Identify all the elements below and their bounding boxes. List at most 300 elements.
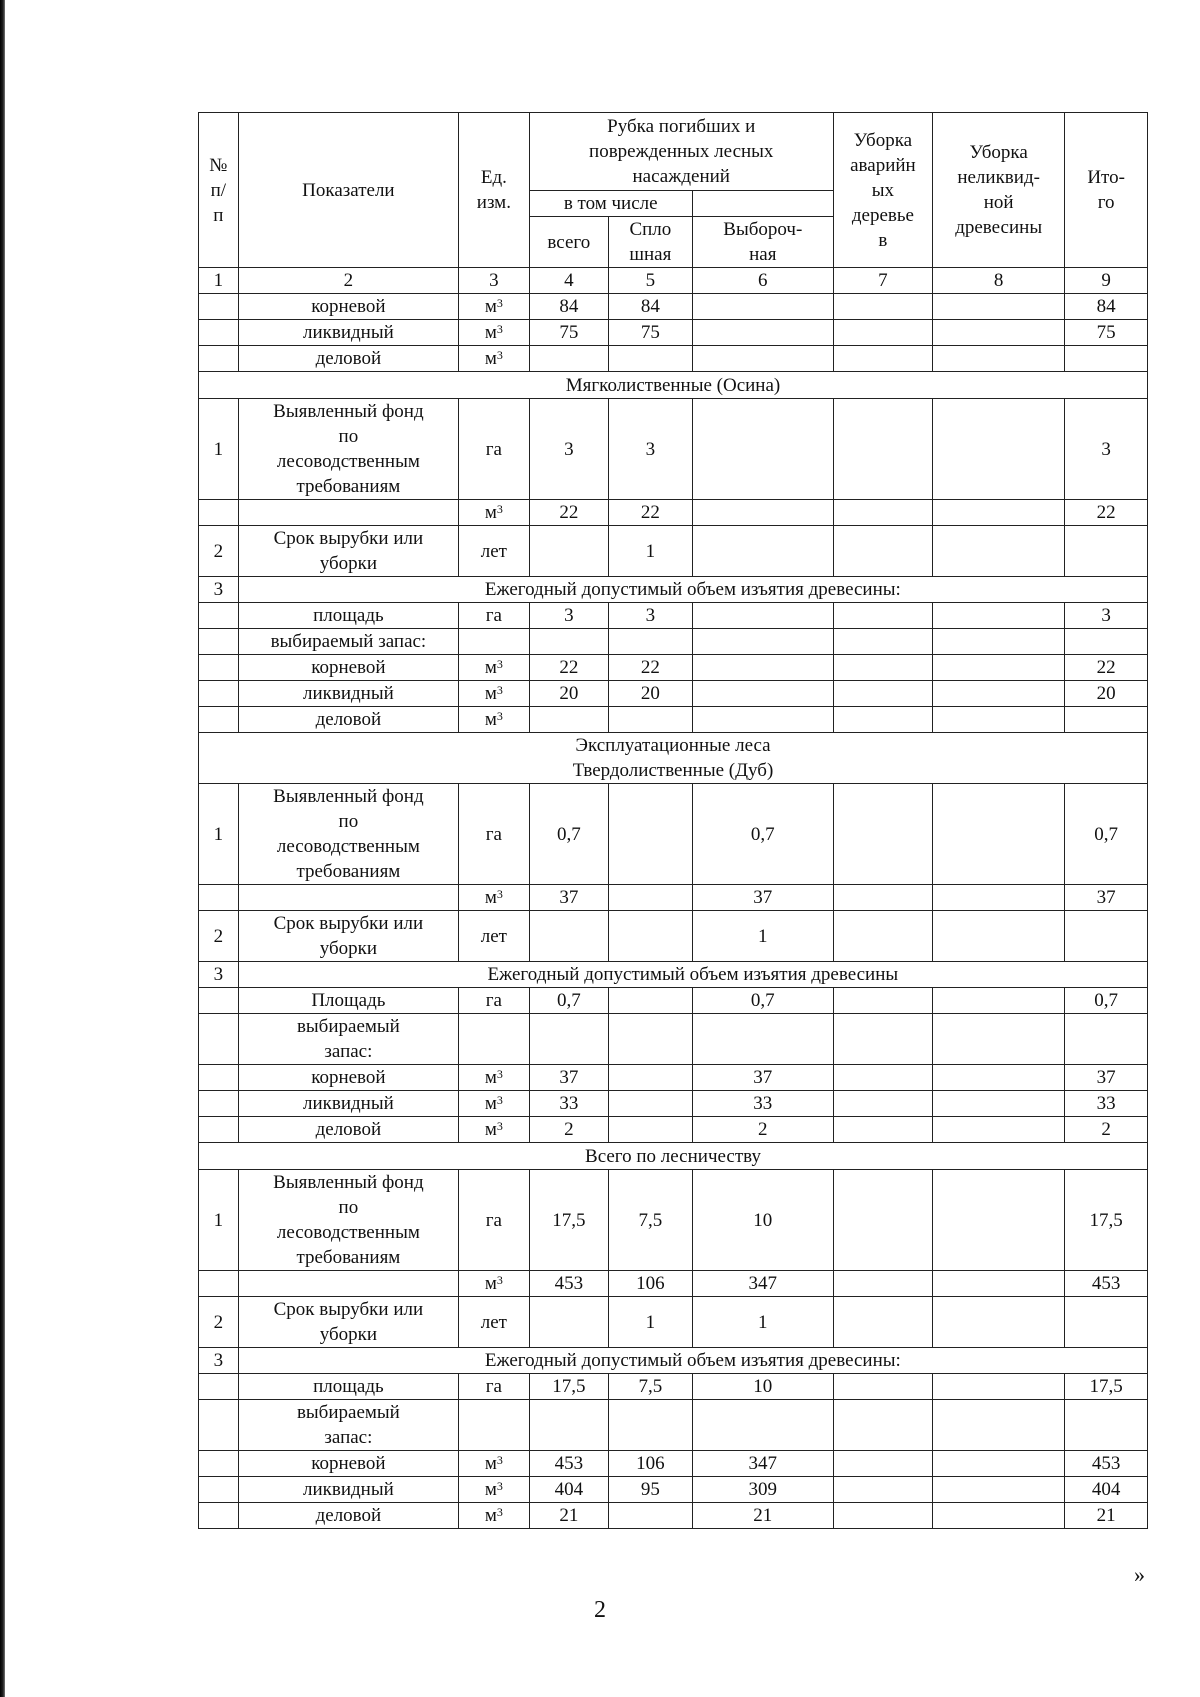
scan-left-edge [0, 0, 5, 1697]
illiquid-cell [933, 1170, 1065, 1271]
selective-cut-cell [692, 346, 833, 372]
unit-cell: га [459, 399, 530, 500]
total-all-cell: 84 [529, 294, 608, 320]
clear-cut-cell [608, 988, 692, 1014]
total-all-cell: 3 [529, 603, 608, 629]
unit-cell: лет [459, 911, 530, 962]
clear-cut-cell [608, 1117, 692, 1143]
illiquid-cell [933, 399, 1065, 500]
indicator-cell: Срок вырубки или уборки [238, 911, 458, 962]
table-row [199, 784, 1148, 885]
unit-cell: га [459, 784, 530, 885]
total-all-cell: 0,7 [529, 988, 608, 1014]
indicator-cell: ликвидный [238, 681, 458, 707]
row-number [199, 346, 239, 372]
total-all-cell [529, 1297, 608, 1348]
column-number: 2 [238, 268, 458, 294]
illiquid-cell [933, 988, 1065, 1014]
emergency-cell [833, 707, 932, 733]
document-page [198, 112, 1148, 1529]
emergency-cell [833, 1477, 932, 1503]
indicator-cell: Площадь [238, 988, 458, 1014]
indicator-cell: корневой [238, 1065, 458, 1091]
total-all-cell: 75 [529, 320, 608, 346]
indicator-cell: Выявленный фонд по лесоводственным требованиям [238, 399, 458, 500]
grand-total-cell [1065, 911, 1148, 962]
selective-cut-cell: 21 [692, 1503, 833, 1529]
clear-cut-cell [608, 885, 692, 911]
illiquid-cell [933, 320, 1065, 346]
grand-total-cell: 75 [1065, 320, 1148, 346]
unit-cell: лет [459, 526, 530, 577]
selective-cut-cell: 347 [692, 1271, 833, 1297]
table-row [199, 1014, 1148, 1065]
grand-total-cell: 0,7 [1065, 784, 1148, 885]
table-row [199, 988, 1148, 1014]
total-all-cell: 37 [529, 885, 608, 911]
illiquid-cell [933, 1065, 1065, 1091]
unit-cell: $м^3$ [459, 320, 530, 346]
emergency-cell [833, 1297, 932, 1348]
clear-cut-cell: 1 [608, 526, 692, 577]
emergency-cell [833, 399, 932, 500]
unit-cell: $м^3$ [459, 1271, 530, 1297]
selective-cut-cell: 10 [692, 1374, 833, 1400]
column-number: 7 [833, 268, 932, 294]
indicator-cell: деловой [238, 1117, 458, 1143]
indicator-cell: деловой [238, 707, 458, 733]
row-number [199, 320, 239, 346]
illiquid-cell [933, 1477, 1065, 1503]
total-all-cell: 3 [529, 399, 608, 500]
emergency-cell [833, 346, 932, 372]
table-row [199, 629, 1148, 655]
emergency-cell [833, 526, 932, 577]
unit-cell: га [459, 1170, 530, 1271]
row-number [199, 1271, 239, 1297]
emergency-cell [833, 320, 932, 346]
illiquid-cell [933, 655, 1065, 681]
row-number: 1 [199, 784, 239, 885]
total-all-cell: 33 [529, 1091, 608, 1117]
indicator-cell: корневой [238, 294, 458, 320]
unit-cell: $м^3$ [459, 346, 530, 372]
grand-total-cell: 20 [1065, 681, 1148, 707]
selective-cut-cell: 37 [692, 1065, 833, 1091]
unit-cell: $м^3$ [459, 1091, 530, 1117]
grand-total-cell: 22 [1065, 655, 1148, 681]
selective-cut-cell [692, 500, 833, 526]
header-felling: Рубка погибших и поврежденных лесных насаждений [529, 113, 833, 191]
row-number [199, 1014, 239, 1065]
header-selective: Выбороч- ная [692, 217, 833, 268]
selective-cut-cell [692, 1400, 833, 1451]
illiquid-cell [933, 346, 1065, 372]
grand-total-cell: 3 [1065, 603, 1148, 629]
header-all: всего [529, 217, 608, 268]
total-all-cell: 453 [529, 1271, 608, 1297]
unit-cell: лет [459, 1297, 530, 1348]
illiquid-cell [933, 1271, 1065, 1297]
selective-cut-cell [692, 707, 833, 733]
indicator-cell: корневой [238, 655, 458, 681]
table-row [199, 1451, 1148, 1477]
unit-cell: $м^3$ [459, 707, 530, 733]
indicator-cell: деловой [238, 1503, 458, 1529]
clear-cut-cell: 22 [608, 500, 692, 526]
illiquid-cell [933, 629, 1065, 655]
emergency-cell [833, 629, 932, 655]
table-row [199, 885, 1148, 911]
header-unit: Ед. изм. [459, 113, 530, 268]
illiquid-cell [933, 1297, 1065, 1348]
page-number: 2 [594, 1597, 606, 1623]
unit-cell [459, 1014, 530, 1065]
indicator-cell: Выявленный фонд по лесоводственным требованиям [238, 784, 458, 885]
illiquid-cell [933, 294, 1065, 320]
grand-total-cell: 37 [1065, 1065, 1148, 1091]
grand-total-cell: 453 [1065, 1451, 1148, 1477]
table-row [199, 1091, 1148, 1117]
section-heading-row [199, 372, 1148, 399]
illiquid-cell [933, 1014, 1065, 1065]
table-row [199, 399, 1148, 500]
header-illiquid: Уборка неликвид- ной древесины [933, 113, 1065, 268]
table-row [199, 655, 1148, 681]
indicator-cell: ликвидный [238, 1477, 458, 1503]
total-all-cell [529, 1400, 608, 1451]
clear-cut-cell: 106 [608, 1271, 692, 1297]
table-row [199, 1170, 1148, 1271]
subsection-row [199, 1348, 1148, 1374]
emergency-cell [833, 1374, 932, 1400]
total-all-cell: 2 [529, 1117, 608, 1143]
unit-cell [459, 1400, 530, 1451]
grand-total-cell: 37 [1065, 885, 1148, 911]
section-heading: Мягколиственные (Осина) [199, 372, 1148, 399]
table-row [199, 681, 1148, 707]
clear-cut-cell [608, 1091, 692, 1117]
indicator-cell: выбираемый запас: [238, 1400, 458, 1451]
unit-cell: $м^3$ [459, 885, 530, 911]
total-all-cell [529, 911, 608, 962]
row-number [199, 1117, 239, 1143]
unit-cell: га [459, 988, 530, 1014]
row-number [199, 1400, 239, 1451]
selective-cut-cell [692, 526, 833, 577]
emergency-cell [833, 294, 932, 320]
total-all-cell [529, 1014, 608, 1065]
indicator-cell: выбираемый запас: [238, 629, 458, 655]
clear-cut-cell [608, 707, 692, 733]
total-all-cell [529, 346, 608, 372]
indicator-cell [238, 885, 458, 911]
trailing-mark: » [1134, 1562, 1145, 1587]
row-number: 2 [199, 1297, 239, 1348]
total-all-cell: 21 [529, 1503, 608, 1529]
selective-cut-cell: 10 [692, 1170, 833, 1271]
row-number [199, 294, 239, 320]
clear-cut-cell [608, 1400, 692, 1451]
clear-cut-cell [608, 1065, 692, 1091]
grand-total-cell: 21 [1065, 1503, 1148, 1529]
emergency-cell [833, 603, 932, 629]
grand-total-cell [1065, 526, 1148, 577]
total-all-cell: 17,5 [529, 1170, 608, 1271]
subsection-row [199, 577, 1148, 603]
emergency-cell [833, 1117, 932, 1143]
illiquid-cell [933, 1400, 1065, 1451]
illiquid-cell [933, 911, 1065, 962]
row-number [199, 707, 239, 733]
row-number [199, 885, 239, 911]
table-row [199, 1271, 1148, 1297]
unit-cell: $м^3$ [459, 1503, 530, 1529]
indicator-cell: площадь [238, 1374, 458, 1400]
emergency-cell [833, 1170, 932, 1271]
indicator-cell: Срок вырубки или уборки [238, 526, 458, 577]
emergency-cell [833, 1271, 932, 1297]
header-emergency: Уборка аварийн ых деревье в [833, 113, 932, 268]
table-row [199, 294, 1148, 320]
column-number: 5 [608, 268, 692, 294]
illiquid-cell [933, 681, 1065, 707]
indicator-cell: Выявленный фонд по лесоводственным требованиям [238, 1170, 458, 1271]
indicator-cell [238, 1271, 458, 1297]
column-number: 3 [459, 268, 530, 294]
subsection-row [199, 962, 1148, 988]
selective-cut-cell: 37 [692, 885, 833, 911]
selective-cut-cell [692, 603, 833, 629]
row-number: 3 [199, 577, 239, 603]
header-total: Ито- го [1065, 113, 1148, 268]
indicator-cell: ликвидный [238, 1091, 458, 1117]
unit-cell: $м^3$ [459, 1117, 530, 1143]
clear-cut-cell: 95 [608, 1477, 692, 1503]
total-all-cell: 0,7 [529, 784, 608, 885]
total-all-cell: 22 [529, 655, 608, 681]
indicator-cell: выбираемый запас: [238, 1014, 458, 1065]
indicator-cell [238, 500, 458, 526]
table-row [199, 526, 1148, 577]
illiquid-cell [933, 1451, 1065, 1477]
grand-total-cell [1065, 1014, 1148, 1065]
grand-total-cell [1065, 1297, 1148, 1348]
table-row [199, 1065, 1148, 1091]
section-heading: Эксплуатационные леса Твердолиственные (Дуб) [199, 733, 1148, 784]
section-heading: Всего по лесничеству [199, 1143, 1148, 1170]
total-all-cell: 453 [529, 1451, 608, 1477]
grand-total-cell [1065, 707, 1148, 733]
grand-total-cell: 17,5 [1065, 1374, 1148, 1400]
clear-cut-cell: 84 [608, 294, 692, 320]
row-number [199, 1503, 239, 1529]
header-num: № п/ п [199, 113, 239, 268]
unit-cell: $м^3$ [459, 681, 530, 707]
row-number: 3 [199, 962, 239, 988]
selective-cut-cell [692, 294, 833, 320]
row-number: 1 [199, 1170, 239, 1271]
emergency-cell [833, 988, 932, 1014]
row-number [199, 1451, 239, 1477]
table-row [199, 1117, 1148, 1143]
row-number [199, 500, 239, 526]
unit-cell: $м^3$ [459, 655, 530, 681]
emergency-cell [833, 1400, 932, 1451]
clear-cut-cell: 3 [608, 603, 692, 629]
header-incl: в том числе [529, 191, 692, 217]
total-all-cell [529, 629, 608, 655]
indicator-cell: деловой [238, 346, 458, 372]
clear-cut-cell: 7,5 [608, 1170, 692, 1271]
grand-total-cell: 453 [1065, 1271, 1148, 1297]
subsection-heading: Ежегодный допустимый объем изъятия древесины: [238, 1348, 1147, 1374]
clear-cut-cell [608, 1503, 692, 1529]
emergency-cell [833, 1451, 932, 1477]
clear-cut-cell [608, 911, 692, 962]
unit-cell: га [459, 1374, 530, 1400]
grand-total-cell: 0,7 [1065, 988, 1148, 1014]
header-indicators: Показатели [238, 113, 458, 268]
selective-cut-cell: 1 [692, 1297, 833, 1348]
clear-cut-cell: 22 [608, 655, 692, 681]
clear-cut-cell [608, 784, 692, 885]
illiquid-cell [933, 1117, 1065, 1143]
row-number [199, 655, 239, 681]
illiquid-cell [933, 1374, 1065, 1400]
emergency-cell [833, 784, 932, 885]
row-number [199, 1477, 239, 1503]
emergency-cell [833, 500, 932, 526]
selective-cut-cell [692, 1014, 833, 1065]
table-row [199, 1400, 1148, 1451]
unit-cell: $м^3$ [459, 1477, 530, 1503]
grand-total-cell [1065, 629, 1148, 655]
unit-cell: $м^3$ [459, 1065, 530, 1091]
indicator-cell: ликвидный [238, 320, 458, 346]
illiquid-cell [933, 1091, 1065, 1117]
selective-cut-cell [692, 655, 833, 681]
emergency-cell [833, 1091, 932, 1117]
grand-total-cell: 2 [1065, 1117, 1148, 1143]
table-row [199, 1503, 1148, 1529]
row-number [199, 1091, 239, 1117]
column-number: 4 [529, 268, 608, 294]
clear-cut-cell: 1 [608, 1297, 692, 1348]
clear-cut-cell: 106 [608, 1451, 692, 1477]
column-number: 6 [692, 268, 833, 294]
emergency-cell [833, 885, 932, 911]
row-number: 2 [199, 526, 239, 577]
grand-total-cell [1065, 346, 1148, 372]
column-number-row [199, 268, 1148, 294]
table-row [199, 320, 1148, 346]
subsection-heading: Ежегодный допустимый объем изъятия древесины: [238, 577, 1147, 603]
selective-cut-cell: 33 [692, 1091, 833, 1117]
table-row [199, 1374, 1148, 1400]
header-clear: Спло шная [608, 217, 692, 268]
total-all-cell: 20 [529, 681, 608, 707]
illiquid-cell [933, 1503, 1065, 1529]
total-all-cell [529, 526, 608, 577]
total-all-cell: 22 [529, 500, 608, 526]
total-all-cell: 17,5 [529, 1374, 608, 1400]
grand-total-cell: 17,5 [1065, 1170, 1148, 1271]
forestry-volume-table [198, 112, 1148, 1529]
selective-cut-cell [692, 399, 833, 500]
row-number [199, 629, 239, 655]
row-number [199, 1374, 239, 1400]
indicator-cell: Срок вырубки или уборки [238, 1297, 458, 1348]
illiquid-cell [933, 885, 1065, 911]
section-heading-row [199, 733, 1148, 784]
emergency-cell [833, 911, 932, 962]
subsection-heading: Ежегодный допустимый объем изъятия древесины [238, 962, 1147, 988]
selective-cut-cell: 1 [692, 911, 833, 962]
table-row [199, 1477, 1148, 1503]
selective-cut-cell [692, 320, 833, 346]
column-number: 1 [199, 268, 239, 294]
table-row [199, 911, 1148, 962]
row-number [199, 603, 239, 629]
grand-total-cell: 404 [1065, 1477, 1148, 1503]
clear-cut-cell [608, 346, 692, 372]
column-number: 9 [1065, 268, 1148, 294]
total-all-cell: 404 [529, 1477, 608, 1503]
row-number [199, 681, 239, 707]
illiquid-cell [933, 707, 1065, 733]
table-row [199, 346, 1148, 372]
emergency-cell [833, 681, 932, 707]
emergency-cell [833, 1014, 932, 1065]
table-body [199, 294, 1148, 1529]
emergency-cell [833, 655, 932, 681]
row-number: 1 [199, 399, 239, 500]
clear-cut-cell: 20 [608, 681, 692, 707]
selective-cut-cell: 347 [692, 1451, 833, 1477]
row-number: 3 [199, 1348, 239, 1374]
clear-cut-cell: 3 [608, 399, 692, 500]
row-number [199, 1065, 239, 1091]
section-heading-row [199, 1143, 1148, 1170]
unit-cell: $м^3$ [459, 294, 530, 320]
emergency-cell [833, 1065, 932, 1091]
grand-total-cell [1065, 1400, 1148, 1451]
row-number [199, 988, 239, 1014]
table-row [199, 603, 1148, 629]
clear-cut-cell: 7,5 [608, 1374, 692, 1400]
selective-cut-cell [692, 681, 833, 707]
indicator-cell: площадь [238, 603, 458, 629]
illiquid-cell [933, 500, 1065, 526]
table-row [199, 1297, 1148, 1348]
clear-cut-cell: 75 [608, 320, 692, 346]
indicator-cell: корневой [238, 1451, 458, 1477]
unit-cell [459, 629, 530, 655]
grand-total-cell: 84 [1065, 294, 1148, 320]
illiquid-cell [933, 603, 1065, 629]
unit-cell: $м^3$ [459, 1451, 530, 1477]
row-number: 2 [199, 911, 239, 962]
total-all-cell: 37 [529, 1065, 608, 1091]
unit-cell: $м^3$ [459, 500, 530, 526]
selective-cut-cell: 2 [692, 1117, 833, 1143]
grand-total-cell: 3 [1065, 399, 1148, 500]
selective-cut-cell: 0,7 [692, 988, 833, 1014]
selective-cut-cell: 309 [692, 1477, 833, 1503]
selective-cut-cell [692, 629, 833, 655]
selective-cut-cell: 0,7 [692, 784, 833, 885]
